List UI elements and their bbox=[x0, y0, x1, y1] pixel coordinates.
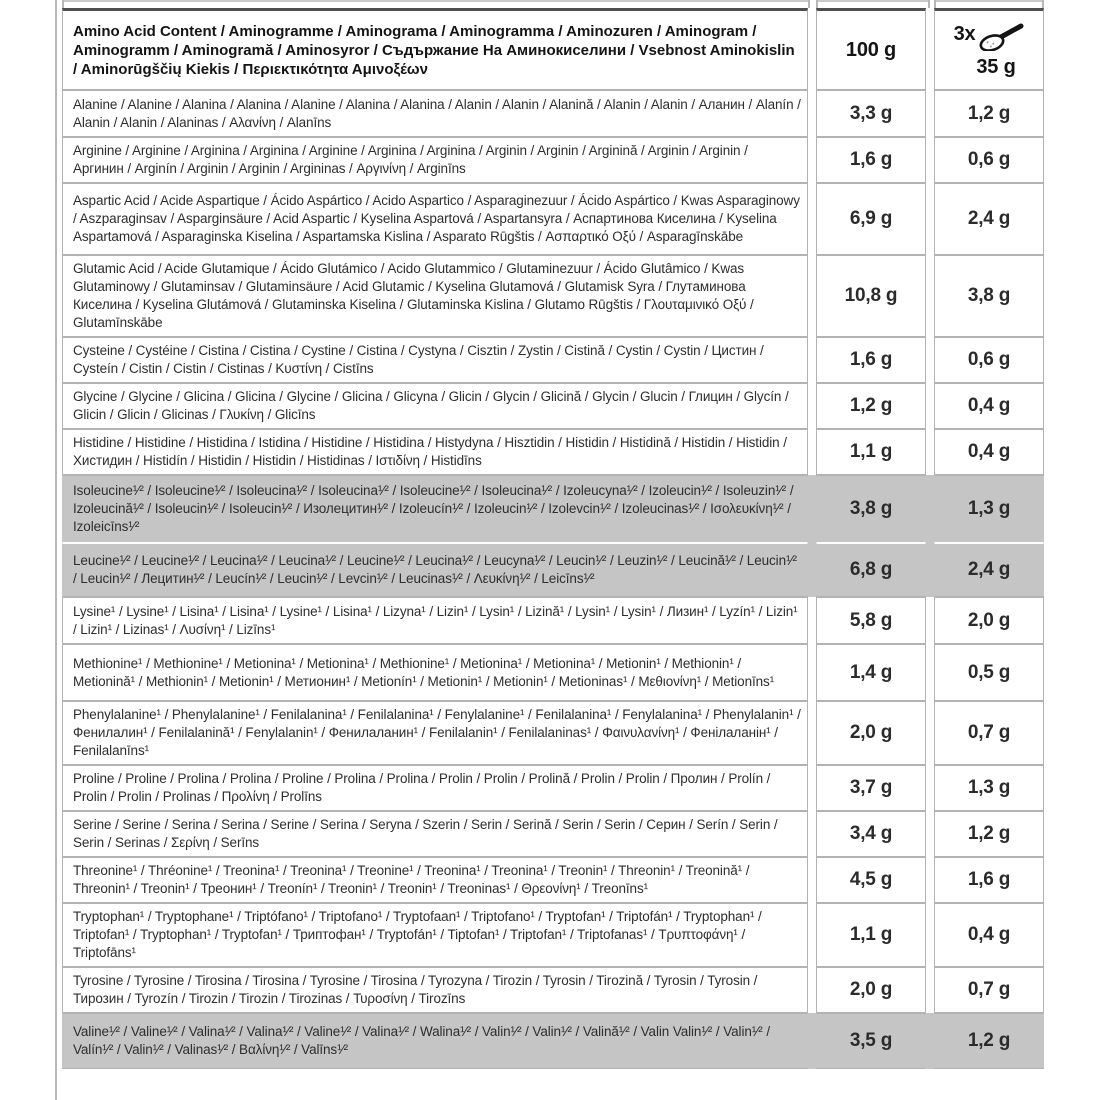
value-per-100g: 10,8 g bbox=[816, 255, 926, 337]
value-per-100g: 3,8 g bbox=[816, 475, 926, 543]
crop-divider bbox=[62, 0, 810, 2]
amino-acid-names: Phenylalanine¹ / Phenylalanine¹ / Fenilalanina¹ / Fenilalanina¹ / Fenylalanine¹ / Fenilalanina¹ / Fenylalanina¹ / Phenylalanin¹ / Фенилалин¹ / Fenilalanină¹ / Fenylalanin¹ / Фенилаланин¹ / Fenilalanin¹ / Fenilalaninas¹ / Φαινυλανίνη¹ / Фенілаланін¹ / Fenilalanīns¹ bbox=[62, 701, 808, 765]
table-row bbox=[62, 543, 1044, 597]
scoop-icon bbox=[978, 23, 1024, 56]
value-per-100g: 1,2 g bbox=[816, 383, 926, 429]
amino-acid-names: Arginine / Arginine / Arginina / Arginina / Arginine / Arginina / Arginina / Arginin / Arginin / Arginină / Arginin / Arginin / Аргинин / Arginín / Arginin / Arginin / Argininas / Αργινίνη / Arginīns bbox=[62, 137, 808, 183]
value-per-serving: 2,4 g bbox=[934, 543, 1044, 597]
table-row bbox=[62, 337, 1044, 383]
header-row bbox=[62, 8, 1044, 90]
table-row bbox=[62, 597, 1044, 644]
crop-stub bbox=[808, 0, 810, 8]
table-row bbox=[62, 857, 1044, 903]
table-title-text: Amino Acid Content / Aminogramme / Aminograma / Aminogramma / Aminozuren / Aminogram / Aminogramm / Aminogramă / Aminosyror / Съдържание На Аминокиселини / Vsebnost Aminokislin / Aminorūgščių Kiekis / Περιεκτικότητα Αμινοξέων bbox=[73, 22, 795, 78]
amino-acid-names: Glycine / Glycine / Glicina / Glicina / Glycine / Glicina / Glicyna / Glicin / Glycin / Glicină / Glycin / Glucin / Глицин / Glycín / Glicin / Glicin / Glicinas / Γλυκίνη / Glicīns bbox=[62, 383, 808, 429]
amino-acid-names: Threonine¹ / Thréonine¹ / Treonina¹ / Treonina¹ / Treonine¹ / Treonina¹ / Treonina¹ / Treonin¹ / Threonin¹ / Treonină¹ / Threonin¹ / Treonin¹ / Треонин¹ / Treonín¹ / Treonin¹ / Treonin¹ / Treoninas¹ / Θρεονίνη¹ / Treonīns¹ bbox=[62, 857, 808, 903]
value-per-100g: 2,0 g bbox=[816, 967, 926, 1013]
top-crop-strip bbox=[62, 0, 1044, 8]
value-per-serving: 0,7 g bbox=[934, 701, 1044, 765]
value-per-100g: 1,1 g bbox=[816, 429, 926, 475]
value-per-serving: 1,2 g bbox=[934, 1013, 1044, 1069]
value-per-100g: 3,4 g bbox=[816, 811, 926, 857]
value-per-serving: 0,5 g bbox=[934, 644, 1044, 701]
table-row bbox=[62, 475, 1044, 543]
value-per-serving: 1,2 g bbox=[934, 811, 1044, 857]
value-per-100g: 1,6 g bbox=[816, 337, 926, 383]
amino-acid-names: Aspartic Acid / Acide Aspartique / Ácido Aspártico / Acido Aspartico / Asparaginezuur / Ácido Aspártico / Kwas Asparaginowy / Aszparaginsav / Asparginsäure / Acid Aspartic / Kyselina Aspartová / Aspartansyra / Аспартинова Киселина / Kyselina Aspartamová / Asparaginska Kiselina / Aspartamska Kislina / Asparato Rūgštis / Ασπαρτικό Οξύ / Asparagīnskābe bbox=[62, 183, 808, 255]
amino-acid-names: Alanine / Alanine / Alanina / Alanina / Alanine / Alanina / Alanina / Alanin / Alanin / Alanină / Alanin / Alanin / Аланин / Alanín / Alanin / Alanin / Alaninas / Αλανίνη / Alanīns bbox=[62, 90, 808, 137]
crop-stub bbox=[816, 0, 818, 8]
amino-acid-names: Serine / Serine / Serina / Serina / Serine / Serina / Seryna / Szerin / Serin / Serină / Serin / Serin / Серин / Serín / Serin / Serin / Serinas / Σερίνη / Serīns bbox=[62, 811, 808, 857]
table-row bbox=[62, 137, 1044, 183]
value-per-100g: 1,1 g bbox=[816, 903, 926, 967]
amino-acid-names: Tryptophan¹ / Tryptophane¹ / Triptófano¹ / Triptofano¹ / Tryptofaan¹ / Triptofano¹ / Tryptofan¹ / Triptofán¹ / Tryptophan¹ / Triptofan¹ / Tryptophan¹ / Tryptofan¹ / Триптофан¹ / Tryptofán¹ / Tiptofan¹ / Triptofan¹ / Triptofanas¹ / Τρυπτοφάνη¹ / Triptofāns¹ bbox=[62, 903, 808, 967]
value-per-serving: 2,4 g bbox=[934, 183, 1044, 255]
amino-acid-names: Cysteine / Cystéine / Cistina / Cistina / Cystine / Cistina / Cystyna / Cisztin / Zystin / Cistină / Cystin / Cystin / Цистин / Cysteín / Cistin / Cistin / Cistinas / Κυστίνη / Cistīns bbox=[62, 337, 808, 383]
value-per-serving: 0,6 g bbox=[934, 137, 1044, 183]
value-per-100g: 5,8 g bbox=[816, 597, 926, 644]
table-row bbox=[62, 811, 1044, 857]
amino-acid-names: Lysine¹ / Lysine¹ / Lisina¹ / Lisina¹ / Lysine¹ / Lisina¹ / Lizyna¹ / Lizin¹ / Lysin¹ / Lizină¹ / Lysin¹ / Lysin¹ / Лизин¹ / Lyzín¹ / Lizin¹ / Lizin¹ / Lizinas¹ / Λυσίνη¹ / Lizīns¹ bbox=[62, 597, 808, 644]
value-per-100g: 6,8 g bbox=[816, 543, 926, 597]
table-title bbox=[62, 8, 808, 90]
amino-acid-names: Histidine / Histidine / Histidina / Istidina / Histidine / Histidina / Histydyna / Hisztidin / Histidin / Histidină / Histidin / Histidin / Хистидин / Histidín / Histidin / Histidin / Histidinas / Ιστιδίνη / Histidīns bbox=[62, 429, 808, 475]
value-per-serving: 0,6 g bbox=[934, 337, 1044, 383]
value-per-serving: 0,4 g bbox=[934, 903, 1044, 967]
value-per-100g: 1,4 g bbox=[816, 644, 926, 701]
table-row bbox=[62, 429, 1044, 475]
table-row bbox=[62, 255, 1044, 337]
value-per-100g: 4,5 g bbox=[816, 857, 926, 903]
value-per-100g: 3,5 g bbox=[816, 1013, 926, 1069]
serving-size-label bbox=[954, 23, 1025, 78]
table-row bbox=[62, 90, 1044, 137]
table-row bbox=[62, 644, 1044, 701]
table-row bbox=[62, 701, 1044, 765]
crop-stub bbox=[934, 0, 936, 8]
value-per-100g: 3,3 g bbox=[816, 90, 926, 137]
amino-acid-names: Valine¹⁄² / Valine¹⁄² / Valina¹⁄² / Valina¹⁄² / Valine¹⁄² / Valina¹⁄² / Walina¹⁄² / Valin¹⁄² / Valin¹⁄² / Valină¹⁄² / Valin Valin¹⁄² / Valin¹⁄² / Valín¹⁄² / Valin¹⁄² / Valinas¹⁄² / Βαλίνη¹⁄² / Valīns¹⁄² bbox=[62, 1013, 808, 1069]
value-per-serving: 0,4 g bbox=[934, 429, 1044, 475]
crop-divider bbox=[934, 0, 1044, 2]
table-row bbox=[62, 903, 1044, 967]
crop-stub bbox=[928, 0, 930, 8]
col-header-serving bbox=[934, 8, 1044, 90]
table-row bbox=[62, 183, 1044, 255]
value-per-serving: 3,8 g bbox=[934, 255, 1044, 337]
col-header-100g: 100 g bbox=[816, 8, 926, 90]
value-per-100g: 1,6 g bbox=[816, 137, 926, 183]
table-row bbox=[62, 967, 1044, 1013]
serving-amount: 35 g bbox=[976, 55, 1016, 78]
value-per-100g: 6,9 g bbox=[816, 183, 926, 255]
amino-acid-names: Tyrosine / Tyrosine / Tirosina / Tirosina / Tyrosine / Tirosina / Tyrozyna / Tirozin / Tyrosin / Tirozină / Tyrosin / Tyrosin / Тирозин / Tyrozín / Tirozin / Tirozin / Tirozinas / Τυροσίνη / Tirozīns bbox=[62, 967, 808, 1013]
crop-stub bbox=[1042, 0, 1044, 8]
value-per-serving: 1,3 g bbox=[934, 765, 1044, 811]
value-per-serving: 0,4 g bbox=[934, 383, 1044, 429]
value-per-serving: 2,0 g bbox=[934, 597, 1044, 644]
serving-multiplier: 3x bbox=[953, 22, 976, 45]
amino-acid-names: Proline / Proline / Prolina / Prolina / Proline / Prolina / Prolina / Prolin / Prolin / Prolină / Prolin / Prolin / Пролин / Prolín / Prolin / Prolin / Prolinas / Προλίνη / Prolīns bbox=[62, 765, 808, 811]
value-per-serving: 0,7 g bbox=[934, 967, 1044, 1013]
table-row bbox=[62, 1013, 1044, 1069]
amino-acid-names: Leucine¹⁄² / Leucine¹⁄² / Leucina¹⁄² / Leucina¹⁄² / Leucine¹⁄² / Leucina¹⁄² / Leucyna¹⁄² / Leucin¹⁄² / Leuzin¹⁄² / Leucină¹⁄² / Leucin¹⁄² / Leucin¹⁄² / Лецитин¹⁄² / Leucín¹⁄² / Leucin¹⁄² / Levcin¹⁄² / Leucinas¹⁄² / Λευκίνη¹⁄² / Leicīns¹⁄² bbox=[62, 543, 808, 597]
value-per-100g: 3,7 g bbox=[816, 765, 926, 811]
crop-stub bbox=[62, 0, 64, 8]
amino-acid-names: Methionine¹ / Methionine¹ / Metionina¹ / Metionina¹ / Methionine¹ / Metionina¹ / Metionina¹ / Metionin¹ / Methionin¹ / Metionină¹ / Methionin¹ / Metionin¹ / Метионин¹ / Metionín¹ / Metionin¹ / Metionin¹ / Metioninas¹ / Μεθιονίνη¹ / Metionīns¹ bbox=[62, 644, 808, 701]
amino-acid-names: Glutamic Acid / Acide Glutamique / Ácido Glutámico / Acido Glutammico / Glutaminezuur / Ácido Glutâmico / Kwas Glutaminowy / Glutaminsav / Glutaminsäure / Acid Glutamic / Kyselina Glutamová / Glutamisk Syra / Глутаминова Киселина / Kyselina Glutámová / Glutaminska Kiselina / Glutaminska Kislina / Glutamo Rūgštis / Γλουταμινικό Οξύ / Glutamīnskābe bbox=[62, 255, 808, 337]
table-row bbox=[62, 383, 1044, 429]
value-per-serving: 1,2 g bbox=[934, 90, 1044, 137]
value-per-100g: 2,0 g bbox=[816, 701, 926, 765]
value-per-serving: 1,3 g bbox=[934, 475, 1044, 543]
value-per-serving: 1,6 g bbox=[934, 857, 1044, 903]
crop-divider bbox=[816, 0, 930, 2]
amino-acid-names: Isoleucine¹⁄² / Isoleucine¹⁄² / Isoleucina¹⁄² / Isoleucina¹⁄² / Isoleucine¹⁄² / Isoleucina¹⁄² / Izoleucyna¹⁄² / Izoleucin¹⁄² / Isoleuzin¹⁄² / Izoleucină¹⁄² / Isoleucin¹⁄² / Isoleucin¹⁄² / Изолецитин¹⁄² / Izoleucín¹⁄² / Izoleucin¹⁄² / Izolevcin¹⁄² / Izoleucinas¹⁄² / Ισολευκίνη¹⁄² / Izoleicīns¹⁄² bbox=[62, 475, 808, 543]
left-crop-line bbox=[55, 0, 57, 1100]
table-row bbox=[62, 765, 1044, 811]
amino-acid-table bbox=[62, 8, 1044, 1069]
